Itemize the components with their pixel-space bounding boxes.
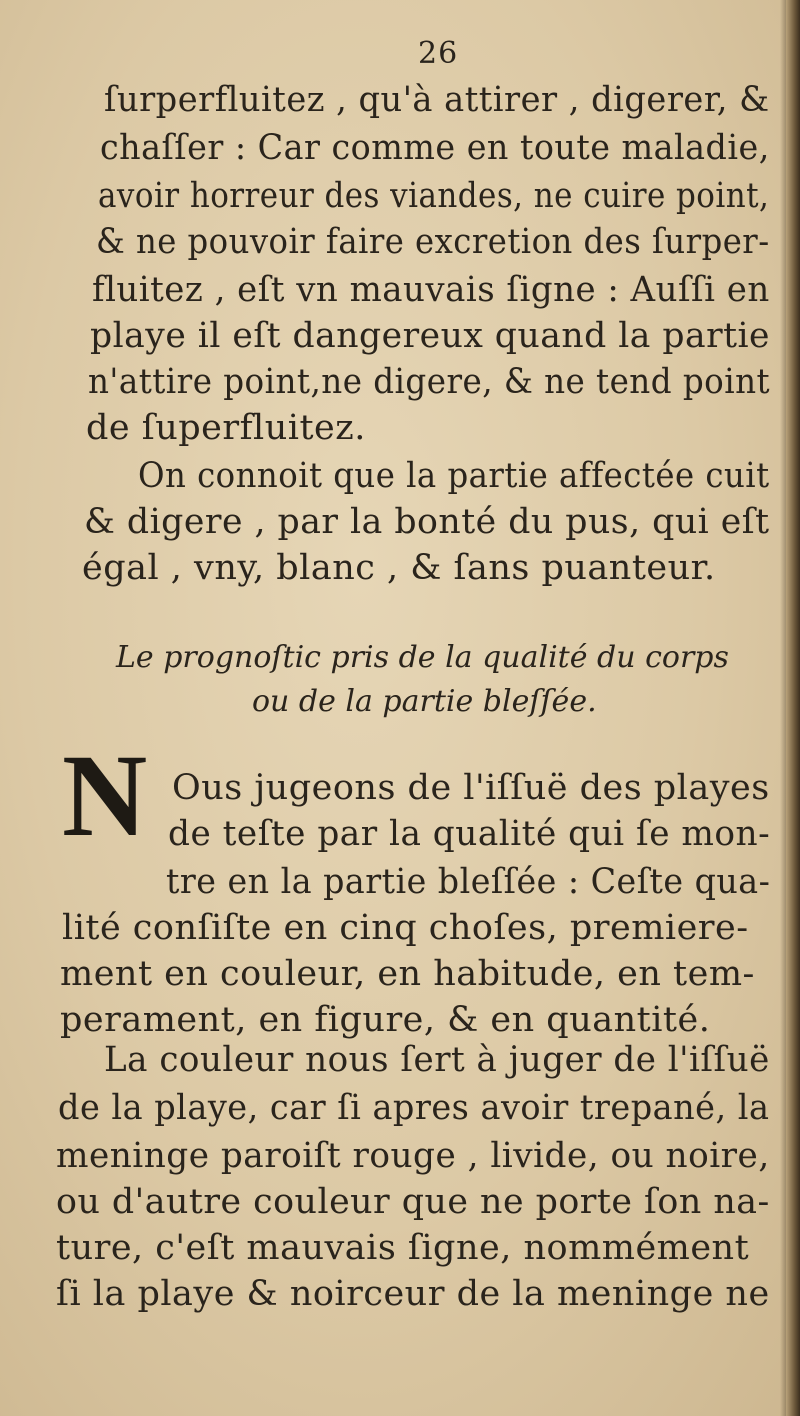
text-line: ture, c'eſt mauvais ſigne, nommément <box>56 1228 750 1268</box>
text-line: & digere , par la bonté du pus, qui eſt <box>84 502 770 542</box>
text-line: ou d'autre couleur que ne porte ſon na- <box>56 1182 770 1222</box>
text-line: & ne pouvoir faire excretion des ſurper- <box>96 222 770 262</box>
text-line: ment en couleur, en habitude, en tem- <box>60 954 755 994</box>
text-line: ſurperfluitez , qu'à attirer , digerer, & <box>104 80 770 120</box>
text-line: playe il eſt dangereux quand la partie <box>90 316 771 356</box>
text-line: ſi la playe & noirceur de la meninge ne <box>56 1274 770 1314</box>
text-line: avoir horreur des viandes, ne cuire point, <box>98 176 770 216</box>
text-line: lité conſiſte en cinq choſes, premiere- <box>62 908 749 948</box>
text-line: On connoit que la partie affectée cuit <box>138 456 770 496</box>
drop-cap-letter: N <box>62 730 148 861</box>
heading-line: Le prognoſtic pris de la qualité du corps <box>116 640 729 675</box>
text-line: chaſſer : Car comme en toute maladie, <box>100 128 770 168</box>
text-line: perament, en figure, & en quantité. <box>60 1000 711 1040</box>
text-line: tre en la partie bleſſée : Ceſte qua- <box>166 862 771 902</box>
text-line: de ſuperfluitez. <box>86 408 366 448</box>
text-line: meninge paroiſt rouge , livide, ou noire, <box>56 1136 770 1176</box>
book-binding-edge <box>786 0 800 1416</box>
text-line: Ous jugeons de l'iſſuë des playes <box>172 768 770 808</box>
heading-line: ou de la partie bleſſée. <box>252 684 597 719</box>
text-line: de teſte par la qualité qui ſe mon- <box>168 814 771 854</box>
page-number: 26 <box>418 36 459 71</box>
text-line: La couleur nous ſert à juger de l'iſſuë <box>104 1040 770 1080</box>
text-line: de la playe, car ſi apres avoir trepané, la <box>58 1088 770 1128</box>
text-line: égal , vny, blanc , & ſans puanteur. <box>82 548 716 588</box>
text-line: fluitez , eſt vn mauvais ſigne : Auſſi en <box>92 270 770 310</box>
text-line: n'attire point,ne digere, & ne tend point <box>88 362 771 402</box>
